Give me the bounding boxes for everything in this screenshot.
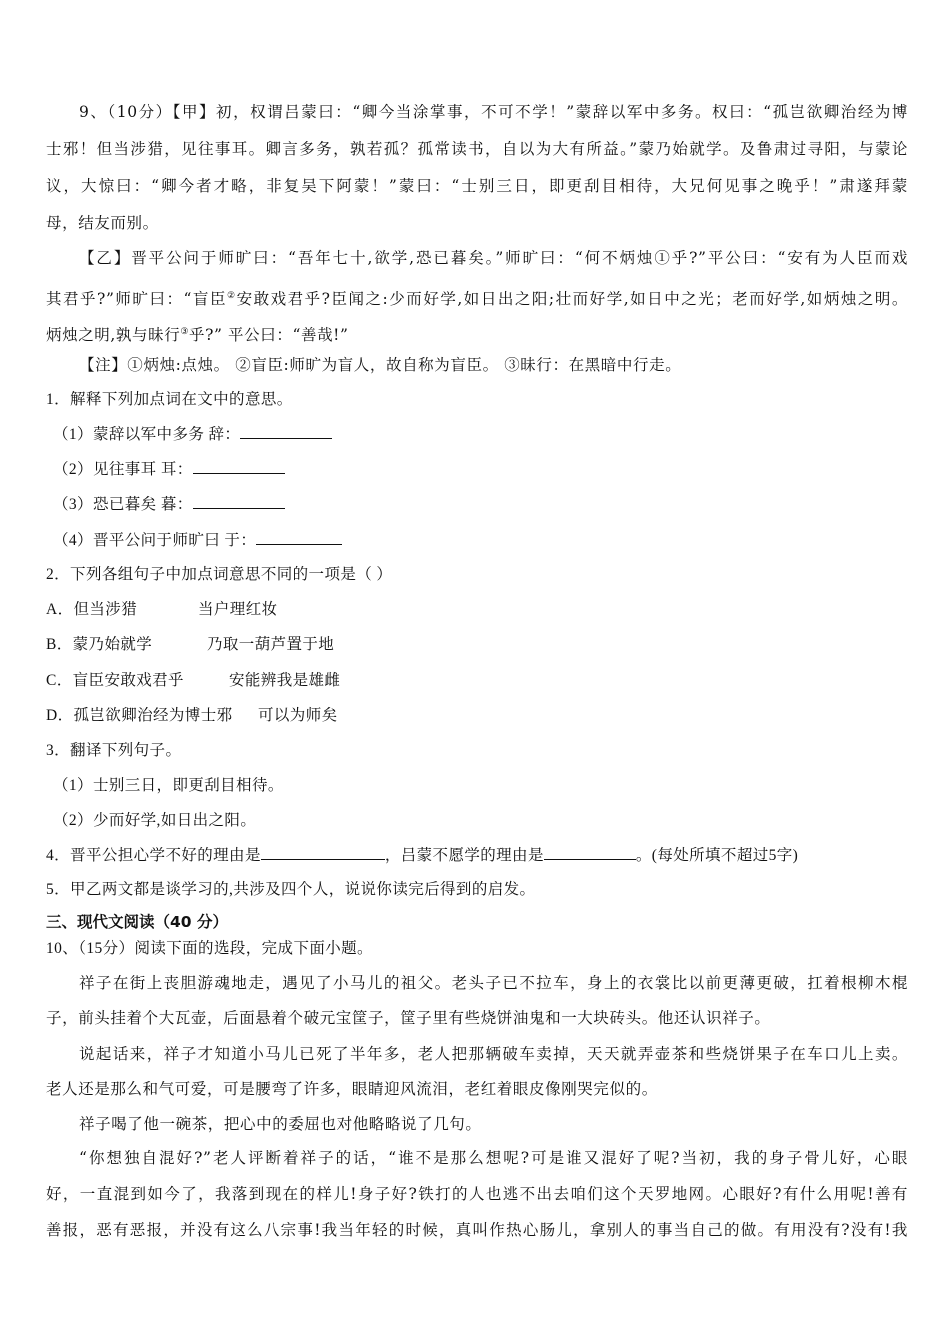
passage-b-line-2: 其君乎?”师旷曰：“盲臣②安敢戏君乎?臣闻之:少而好学,如日出之阳;壮而好学,如日中之光；老而好学,如炳烛之明。 xyxy=(46,290,908,308)
q1-blank-4[interactable] xyxy=(256,530,342,545)
q1-item-1: （1）蒙辞以军中多务 辞： xyxy=(53,424,332,445)
q2-option-b-pair: 乃取一葫芦置于地 xyxy=(207,636,335,653)
passage-a-line-4: 母，结友而别。 xyxy=(46,214,159,232)
passage-b-line-1: 【乙】晋平公问于师旷曰：“吾年七十,欲学,恐已暮矣。”师旷曰：“何不炳烛①乎?”平公曰：“安有为人臣而戏 xyxy=(79,249,908,267)
section-3-heading: 三、现代文阅读（40 分） xyxy=(46,913,228,931)
q2-option-d: D．孤岂欲卿治经为博士邪 xyxy=(46,707,233,724)
q2-option-d-pair: 可以为师矣 xyxy=(258,707,338,724)
q1-item-4: （4）晋平公问于师旷曰 于： xyxy=(53,530,342,551)
q1-blank-2[interactable] xyxy=(193,459,285,474)
q2-stem: 2．下列各组句子中加点词意思不同的一项是（ ） xyxy=(46,566,393,583)
story-p4-line-3: 善报，恶有恶报，并没有这么八宗事!我当年轻的时候，真叫作热心肠儿，拿别人的事当自己的做。有用没有?没有!我 xyxy=(46,1221,908,1239)
q4-blank-2[interactable] xyxy=(544,845,636,860)
q4-line: 4．晋平公担心学不好的理由是 ，吕蒙不愿学的理由是 。(每处所填不超过5字) xyxy=(46,847,799,864)
q2-option-c-pair: 安能辨我是雄雌 xyxy=(229,672,341,689)
q3-item-1: （1）士别三日，即更刮目相待。 xyxy=(53,777,284,794)
passage-a-line-2: 士邪！但当涉猎，见往事耳。卿言多务，孰若孤？孤常读书，自以为大有所益。”蒙乃始就学。及鲁肃过寻阳，与蒙论 xyxy=(46,140,908,158)
q5-text: 5．甲乙两文都是谈学习的,共涉及四个人，说说你读完后得到的启发。 xyxy=(46,881,536,898)
passage-b-note: 【注】①炳烛:点烛。 ②盲臣:师旷为盲人，故自称为盲臣。 ③昧行：在黑暗中行走。 xyxy=(79,356,682,374)
q3-item-2: （2）少而好学,如日出之阳。 xyxy=(53,812,257,829)
passage-a-line-1: 9、（10分）【甲】初，权谓吕蒙曰：“卿今当涂掌事，不可不学！”蒙辞以军中多务。权曰：“孤岂欲卿治经为博 xyxy=(79,103,908,121)
q1-item-2: （2）见往事耳 耳： xyxy=(53,459,285,480)
q2-option-a: A．但当涉猎 xyxy=(46,601,138,618)
q3-stem: 3．翻译下列句子。 xyxy=(46,742,182,759)
story-p1-line-2: 子，前头挂着个大瓦壶，后面悬着个破元宝筐子，筐子里有些烧饼油鬼和一大块砖头。他还认识祥子。 xyxy=(46,1009,771,1027)
q1-blank-3[interactable] xyxy=(193,494,285,509)
q10-stem: 10、（15分）阅读下面的选段，完成下面小题。 xyxy=(46,940,373,957)
q1-blank-1[interactable] xyxy=(240,424,332,439)
story-p2-line-1: 说起话来，祥子才知道小马儿已死了半年多，老人把那辆破车卖掉，天天就弄壶茶和些烧饼果子在车口儿上卖。 xyxy=(79,1045,908,1063)
story-p2-line-2: 老人还是那么和气可爱，可是腰弯了许多，眼睛迎风流泪，老红着眼皮像刚哭完似的。 xyxy=(46,1080,658,1098)
passage-a-line-3: 议，大惊曰：“卿今者才略，非复吴下阿蒙！”蒙曰：“士别三日，即更刮目相待，大兄何见事之晚乎！”肃遂拜蒙 xyxy=(46,177,908,195)
passage-b-line-3: 炳烛之明,孰与昧行③乎?” 平公曰：“善哉!” xyxy=(46,326,349,344)
q4-blank-1[interactable] xyxy=(261,845,385,860)
q2-option-a-pair: 当户理红妆 xyxy=(198,601,278,618)
story-p4-line-2: 好，一直混到如今了，我落到现在的样儿!身子好?铁打的人也逃不出去咱们这个天罗地网。心眼好?有什么用呢!善有 xyxy=(46,1185,908,1203)
story-p1-line-1: 祥子在街上丧胆游魂地走，遇见了小马儿的祖父。老头子已不拉车，身上的衣裳比以前更薄更破，扛着根柳木棍 xyxy=(79,974,908,992)
story-p4-line-1: “你想独自混好?”老人评断着祥子的话，“谁不是那么想呢?可是谁又混好了呢?当初，我的身子骨儿好，心眼 xyxy=(79,1149,908,1167)
q2-option-c: C．盲臣安敢戏君乎 xyxy=(46,672,184,689)
q1-item-3: （3）恐已暮矣 暮： xyxy=(53,494,285,515)
q1-stem: 1．解释下列加点词在文中的意思。 xyxy=(46,391,293,408)
story-p3-line-1: 祥子喝了他一碗茶，把心中的委屈也对他略略说了几句。 xyxy=(79,1115,482,1133)
q2-option-b: B．蒙乃始就学 xyxy=(46,636,153,653)
